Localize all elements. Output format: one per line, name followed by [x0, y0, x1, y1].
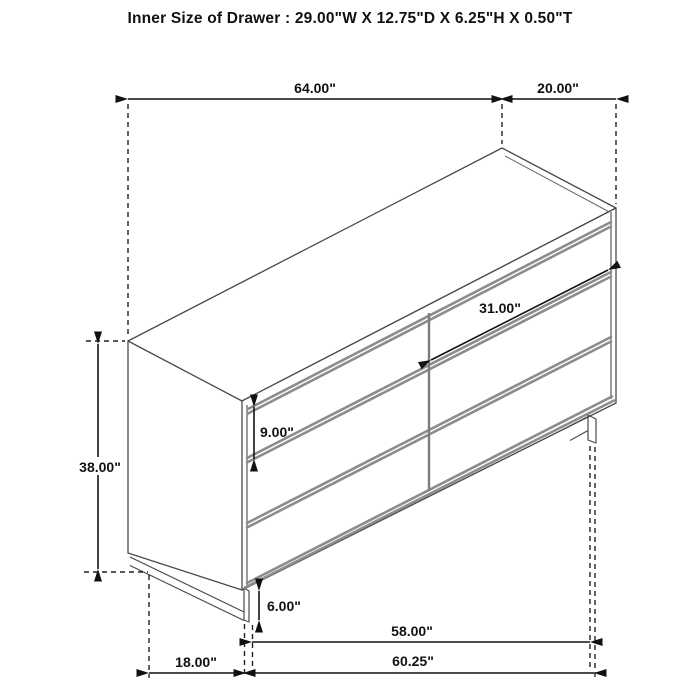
label-base-depth: 18.00": [175, 654, 217, 670]
label-leg-height: 6.00": [267, 598, 301, 614]
front-left-leg: [244, 588, 249, 622]
label-drawer-height: 9.00": [260, 424, 294, 440]
label-top-width: 64.00": [294, 80, 336, 96]
label-base-width: 60.25": [392, 653, 434, 669]
label-height: 38.00": [79, 459, 121, 475]
right-leg-gusset-lower: [570, 431, 588, 441]
label-drawer-width: 31.00": [479, 300, 521, 316]
label-leg-span: 58.00": [391, 623, 433, 639]
base-left-stretcher-bottom: [130, 566, 244, 621]
label-top-depth: 20.00": [537, 80, 579, 96]
dresser-outline: [128, 148, 616, 622]
front-right-leg: [588, 415, 596, 443]
diagram-title: Inner Size of Drawer : 29.00"W X 12.75"D X 6.25"H X 0.50"T: [127, 10, 573, 27]
